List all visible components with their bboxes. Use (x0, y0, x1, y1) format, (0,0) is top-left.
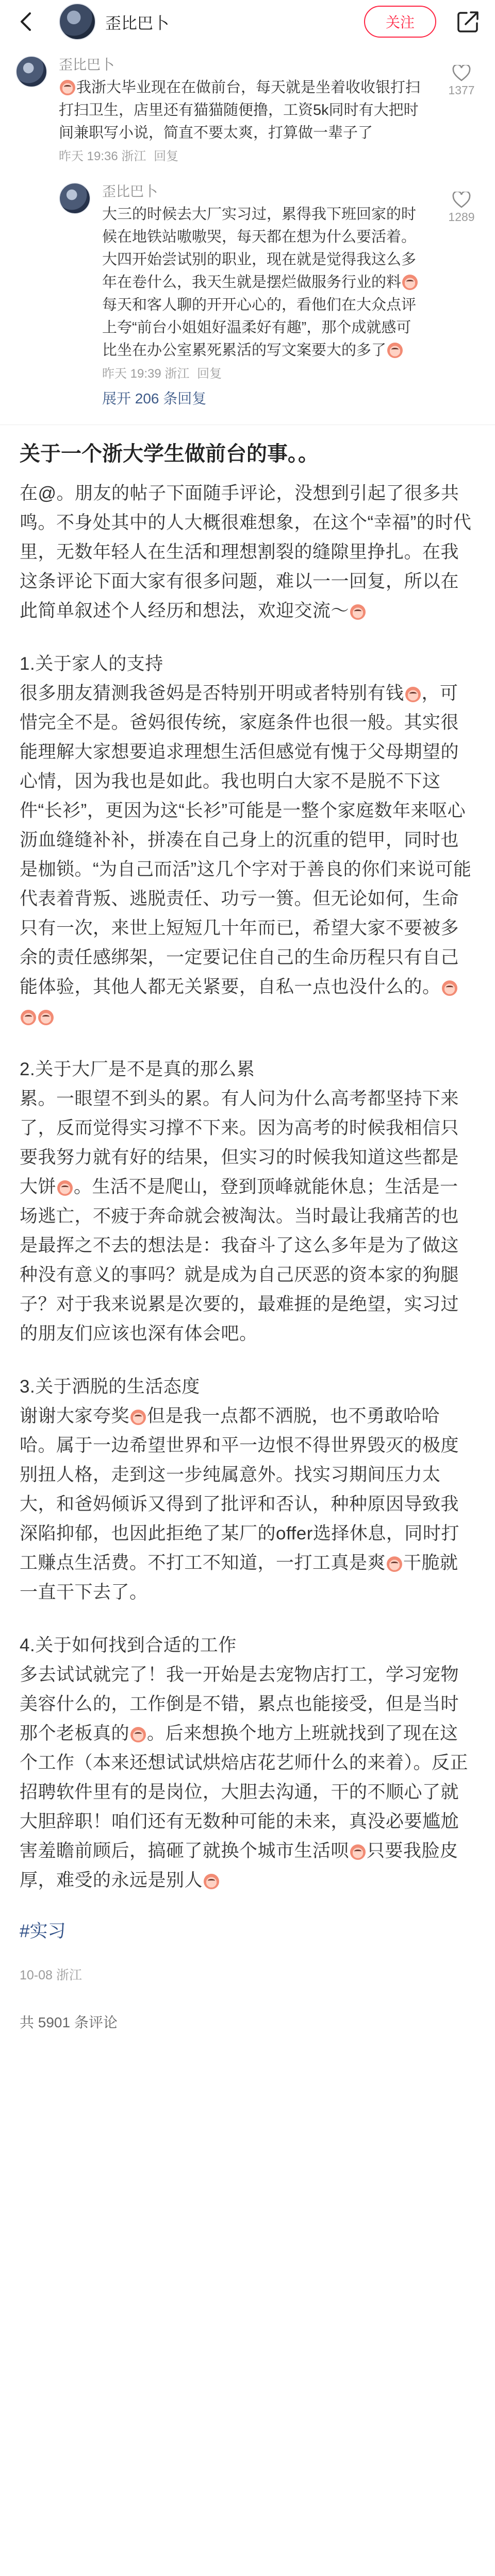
reply-item (59, 182, 480, 382)
comment-like[interactable] (443, 65, 480, 97)
paragraph-family: 1.关于家人的支持 很多朋友猜测我爸妈是否特别开明或者特别有钱 ，可惜完全不是。爸妈很传统，家庭条件也很一般。其实很能理解大家想要追求理想生活但感觉有愧于父母期望的心情，因为我也是如此。我也明白大家不是脱不下这件“长衫”，更因为这“长衫”可能是一整个家庭数年来呕心沥血缝缝补补，拼凑在自己身上的沉重的铠甲，同时也是枷锁。“为自己而活”这几个字对于善良的你们来说可能代表着背叛、逃脱责任、功亏一篑。但无论如何，生命只有一次，来世上短短几十年而已，希望大家不要被多余的责任感绑架，一定要记住自己的生命历程只有自己能体验，其他人都无关紧要，自私一点也没什么的。 (20, 649, 475, 1031)
emoji-icon (57, 1180, 73, 1196)
comment-date: 昨天 19:36 浙江 (59, 149, 146, 163)
like-count: 1377 (448, 83, 475, 97)
paragraph-intro: 在@。朋友的帖子下面随手评论，没想到引起了很多共鸣。不身处其中的人大概很难想象，在这个“幸福”的时代里，无数年轻人在生活和理想割裂的缝隙里挣扎。在我这条评论下面大家有很多问题，难以一一回复，所以在此简单叙述个人经历和想法，欢迎交流～ (20, 483, 472, 621)
comment-date: 昨天 19:39 浙江 (102, 367, 190, 381)
comment-author[interactable]: 歪比巴卜 (59, 57, 114, 73)
emoji-icon (204, 1874, 219, 1889)
paragraph-job: 4.关于如何找到合适的工作 多去试试就完了！我一开始是去宠物店打工，学习宠物美容什么的，工作倒是不错，累点也能接受，但是当时那个老板真的 。后来想换个地方上班就找到了现在这个工作（本来还想试试烘焙店花艺师什么的来着）。反正招聘软件里有的是岗位，大胆去沟通，干的不顺心了就大胆辞职！咱们还有无数种可能的未来，真没必要尴尬害羞瞻前顾后，搞砸了就换个城市生活呗 只要我脸皮厚，难受的永远是别人 (20, 1631, 475, 1895)
emoji-icon (60, 80, 75, 95)
avatar[interactable] (59, 182, 91, 214)
emoji-icon (38, 1010, 54, 1025)
heart-icon[interactable] (452, 192, 471, 208)
author-name[interactable]: 歪比巴卜 (105, 14, 169, 32)
post-date-location: 10-08 浙江 (20, 1968, 82, 1982)
follow-button[interactable]: 关注 (364, 6, 436, 38)
emoji-icon (350, 604, 366, 620)
comment-author[interactable]: 歪比巴卜 (102, 184, 158, 199)
comment-item (15, 56, 480, 165)
emoji-icon (387, 1556, 402, 1572)
comment-text: 我浙大毕业现在在做前台，每天就是坐着收收银打扫打扫卫生，店里还有猫猫随便撸，工资5k同时有大把时间兼职写小说，简直不要太爽，打算做一辈子了 (59, 79, 421, 141)
emoji-icon (442, 980, 457, 996)
section-heading: 2.关于大厂是不是真的那么累 (20, 1059, 255, 1079)
section-heading: 4.关于如何找到合适的工作 (20, 1635, 237, 1655)
comment-like[interactable] (443, 192, 480, 224)
emoji-icon (402, 275, 418, 290)
author-avatar[interactable] (59, 3, 96, 40)
emoji-icon (21, 1010, 36, 1025)
comment-section (0, 43, 495, 409)
hashtag-link[interactable]: #实习 (20, 1921, 66, 1941)
section-heading: 3.关于洒脱的生活态度 (20, 1377, 200, 1397)
share-icon[interactable] (455, 8, 482, 35)
heart-icon[interactable] (452, 65, 471, 81)
total-comments-count: 共 5901 条评论 (20, 2014, 118, 2030)
like-count: 1289 (448, 210, 475, 224)
paragraph-bigtech: 2.关于大厂是不是真的那么累 累。一眼望不到头的累。有人问为什么高考都坚持下来了，反而觉得实习撑不下来。因为高考的时候我相信只要我努力就有好的结果，但实习的时候我知道这些都是大饼 。生活不是爬山，登到顶峰就能休息；生活是一场逃亡，不疲于奔命就会被淘汰。当时最让我痛苦的也是最挥之不去的想法是：我奋斗了这么多年是为了做这种没有意义的事吗？就是成为自己厌恶的资本家的狗腿子？对于我来说累是次要的，最难捱的是绝望，实习过的朋友们应该也深有体会吧。 (20, 1055, 475, 1348)
emoji-icon (387, 343, 403, 358)
paragraph-attitude: 3.关于洒脱的生活态度 谢谢大家夸奖 但是我一点都不洒脱，也不勇敢哈哈哈。属于一边希望世界和平一边恨不得世界毁灭的极度别扭人格，走到这一步纯属意外。找实习期间压力太大，和爸妈倾诉又得到了批评和否认，种种原因导致我深陷抑郁，也因此拒绝了某厂的offer选择休息，同时打工赚点生活费。不打工不知道，一打工真是爽 干脆就一直干下去了。 (20, 1372, 475, 1607)
note-content (0, 425, 495, 2041)
emoji-icon (130, 1727, 146, 1742)
expand-replies-link[interactable]: 展开 206 条回复 (102, 391, 207, 406)
section-heading: 1.关于家人的支持 (20, 654, 163, 674)
comment-meta (102, 366, 423, 382)
reply-button[interactable]: 回复 (197, 367, 222, 381)
top-bar (0, 0, 495, 43)
emoji-icon (130, 1410, 146, 1425)
note-title: 关于一个浙大学生做前台的事。。 (20, 443, 319, 465)
back-arrow-icon[interactable] (15, 11, 36, 32)
comment-meta (59, 148, 423, 165)
emoji-icon (350, 1844, 366, 1860)
comment-text: 大三的时候去大厂实习过，累得我下班回家的时候在地铁站嗷嗷哭，每天都在想为什么要活着。大四开始尝试别的职业，现在就是觉得我这么多年在卷什么，我天生就是摆烂做服务行业的料每天和客人聊的开开心心的，看他们在大众点评上夸“前台小姐姐好温柔好有趣”，那个成就感可比坐在办公室累死累活的写文案要大的多了 (102, 203, 423, 362)
reply-button[interactable]: 回复 (154, 149, 179, 163)
avatar[interactable] (15, 56, 47, 88)
emoji-icon (405, 687, 421, 702)
